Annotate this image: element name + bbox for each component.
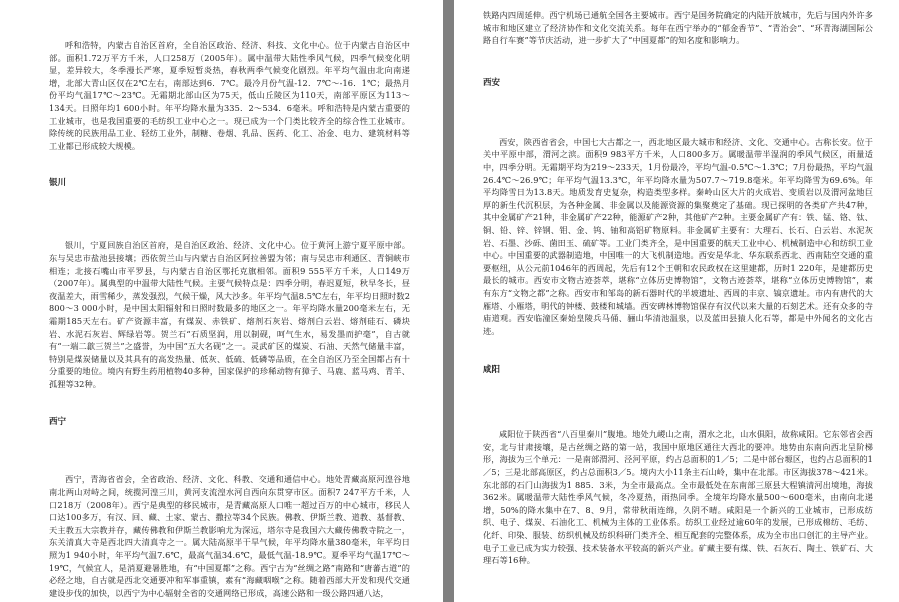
left-page <box>0 0 443 602</box>
xining-paragraph: 西宁，青海省省会，全省政治、经济、文化、科教、交通和通信中心。地处青藏高原河湟谷地南北两山对峙之间，统揽河湟三川，黄河支流湟水河自西向东贯穿市区。面积7 247平方千米，人口218万（2008年）。西宁是典型的移民城市，是青藏高原人口唯一超过百万的中心城市，移民人口达100多万，有汉、回、藏、土家、蒙古、撒拉等34个民族。佛教、伊斯兰教、道教、基督教、天主教五大宗教并存，藏传佛教和伊斯兰教影响尤为深远，塔尔寺是我国六大藏传佛教寺院之一，东关清真大寺是西北四大清真寺之一。属大陆高原半干旱气候，年平均降水量380毫米，年平均日照为1 940小时，年平均气温7.6℃，最高气温34.6℃，最低气温-18.9℃。夏季平均气温17℃～19℃，气候宜人，是消夏避暑胜地，有“中国夏都”之称。西宁古为“丝绸之路”南路和“唐蕃古道”的必经之地，自古就是西北交通要冲和军事重镇，素有“海藏咽喉”之称。随着西部大开发和现代交通建设步伐的加快，以西宁为中心辐射全省的交通网络已形成，高速公路和一级公路四通八达， <box>49 474 410 598</box>
yinchuan-paragraph: 银川，宁夏回族自治区首府，是自治区政治、经济、文化中心。位于黄河上游宁夏平原中部。东与吴忠市盐池县接壤；西依贺兰山与内蒙古自治区阿拉善盟为邻；南与吴忠市利通区、青铜峡市相连；北接石嘴山市平罗县，与内蒙古自治区鄂托克旗相邻。面积9 555平方千米，人口149万（2007年）。属典型的中温带大陆性气候。主要气候特点是：四季分明，春迟夏短，秋早冬长，昼夜温差大，雨雪稀少，蒸发强烈，气候干燥，风大沙多。年平均气温8.5℃左右，年平均日照时数2 800～3 000小时，是中国太阳辐射和日照时数最多的地区之一。年平均降水量200毫米左右，无霜期185天左右。矿产资源丰富，有煤炭、赤铁矿、熔剂石灰岩、熔剂白云岩、熔剂硅石、磷块岩、水泥石灰岩、辉绿岩等。贺兰石“石质坚润，用以制砚，呵气生水，易发墨而护毫”，自古就有“一端二歙三贺兰”之盛誉，为中国“五大名砚”之一。灵武矿区的煤炭、石油、天然气储量丰富，特别是煤炭储量以及其具有的高发热量、低灰、低硫、低磷等品质，在全自治区乃至全国都占有十分重要的地位。境内有野生药用植物40多种，国家保护的珍稀动物有獐子、马鹿、蓝马鸡、青羊、孤狸等32种。 <box>49 240 410 389</box>
xining-continued-paragraph: 铁路内四周延伸。西宁机场已通航全国各主要城市。西宁是国务院确定的内陆开放城市，先后与国内外许多城市和地区建立了经济协作和文化交流关系。每年在西宁举办的“郁金香节”、“青治会”、“环青海湖国际公路自行车赛”等节庆活动，进一步扩大了“中国夏都”的知名度和影响力。 <box>483 10 873 46</box>
xian-paragraph: 西安，陕西省省会，中国七大古都之一，西北地区最大城市和经济、文化、交通中心。古称长安。位于关中平原中部，渭河之滨。面积9 983平方千米，人口800多万。属暖温带半湿润的季风气候区，雨量适中，四季分明。无霜期平均为219～233天，1月份最冷，平均气温-0.5℃～1.3℃；7月份最热，平均气温26.4℃～26.9℃；年平均气温13.3℃，年平均降水量为507.7～719.8毫米。年平均降雪为69.6%。年平均降雪日为13.8天。地质发育史复杂，构造类型多样。秦岭山区大片的火成岩、变质岩以及渭河盆地巨厚的新生代沉积层，为各种金属、非金属以及能源资源的集聚奠定了基础。现已探明的各类矿产共47种，其中金属矿产21种，非金属矿产22种，能源矿产2种，其他矿产2种。主要金属矿产有：铁、锰、铬、钛、铜、铅、锌、锌钢、钼、金、钨、铀和高铝矿物原料。非金属矿主要有：大理石、长石、白云岩、水泥灰岩、石墨、沙砾、菌田玉、硫矿等。工业门类齐全，是中国重要的航天工业中心、机械制造中心和纺织工业中心。中国重要的武器制造地，中国唯一的大飞机制造地。西安是华北、华东联系西北、西南陆空交通的重要枢纽，从公元前1046年的西周起，先后有12个王朝和农民政权在这里建都，历时1 220年，是建都历史最长的城市。西安市文物古迹荟萃，堪称“立体历史博物馆”，文物古迹荟萃，堪称“立体历史博物馆”，素有东方“文物之都”之称。西安市和邹岛的新石器时代的半坡遗址、西周的丰京、镐京遗址。市内有唐代的大雁塔、小雁塔，明代的钟楼、鼓楼和城墙。西安碑林博物馆保存有汉代以来大量的石刻艺术。还有众多的寺庙道观。西安临潼区秦始皇陵兵马俑、骊山华清池温泉，以及蓝田县猿人化石等，都是中外闻名的文化古迹。 <box>483 136 873 336</box>
page-gap <box>443 0 454 602</box>
xining-heading: 西宁 <box>49 417 67 428</box>
xianyang-heading: 咸阳 <box>483 365 501 376</box>
xian-heading: 西安 <box>483 77 501 88</box>
yinchuan-heading: 银川 <box>49 178 67 189</box>
hohhot-paragraph: 呼和浩特，内蒙古自治区首府，全自治区政治、经济、科技、文化中心。位于内蒙古自治区中部。面积1.72万平方千米，人口258万（2005年）。属中温带大陆性季风气候，四季气候变化明显，差异较大，冬季漫长严寒，夏季短暂炎热，春秋两季气候变化剧烈。年平均气温由北向南递增，北部大青山区仅在2℃左右，南部达到6．7℃。最冷月份气温-12．7℃～-16．1℃；最热月份平均气温17℃～23℃。无霜期北部山区为75天，低山丘陵区为110天，南部平原区为113～134天。日照年均1 600小时。年平均降水量为335．2～534．6毫米。呼和浩特是内蒙古重要的工业城市，也是我国重要的毛纺织工业中心之一。现已成为一个门类比较齐全的综合性工业城市。除传统的民族用品工业、轻纺工业外，制糖、卷烟、乳品、医药、化工、冶金、电力、建筑材料等工业都已形成较大规模。 <box>49 40 410 151</box>
xianyang-paragraph: 咸阳位于陕西省“八百里秦川”腹地。地处九嵕山之南，渭水之北，山水俱阳，故称咸阳。它东邻省会西安，北与甘肃接壤，是古丝绸之路的第一站，我国中原地区通往大西北的要冲。地势由东南向西北呈阶梯形，海拔为三个单元：一是南部渭河、泾河平原，约占总面积的1／5；二是中部台塬区，也约占总面积的1／5；三是北部高原区，约占总面积3／5。境内大小11条主石山岭，集中在北部。市区海拔378～421米。东北部的石门山海拔为1 885．3米，为全市最高点。全市最低处在东南部三原县大程镇清河出境地，海拔362米。属暖温带大陆性季风气候，冬冷夏热，雨热同季。全境年均降水量500～600毫米，由南向北递增，50%的降水集中在7、8、9月，常带秋雨连绵，久阴不晴。咸阳是一个新兴的工业城市，已形成纺织、电子、煤炭、石油化工、机械为主体的工业体系。纺织工业经过逾60年的发展，已形成棉纺、毛纺、化纤、印染、服装、纺织机械及纺织科研门类齐全、相互配套的完整体系，成为全市出口创汇的主导产业。电子工业已成为实力较强、技术装备水平较高的新兴产业。矿藏主要有煤、铁、石灰石、陶土、铁矿石、大理石等16种。 <box>483 429 873 566</box>
right-page <box>454 0 899 602</box>
